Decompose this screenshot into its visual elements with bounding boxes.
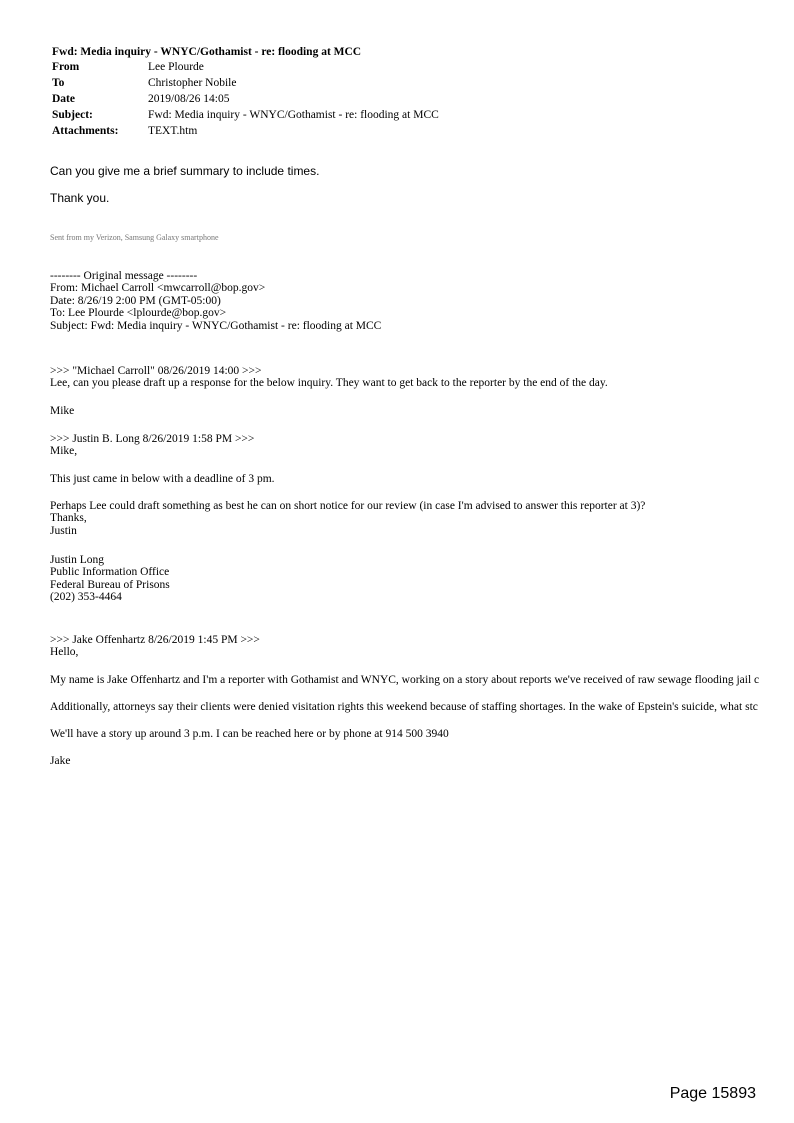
header-value: 2019/08/26 14:05 (148, 93, 230, 105)
header-row-from (52, 60, 439, 76)
header-value: Lee Plourde (148, 61, 204, 73)
sender-name: Justin (50, 524, 77, 537)
jake-paragraph-2: Additionally, attorneys say their clients were denied visitation rights this weekend because of staffing shortages. In the wake of Epstein's suicide, what stc (50, 701, 758, 713)
long-message-body (50, 500, 645, 537)
original-subject: Subject: Fwd: Media inquiry - WNYC/Gothamist - re: flooding at MCC (50, 319, 382, 332)
jake-paragraph-1: My name is Jake Offenhartz and I'm a reporter with Gothamist and WNYC, working on a story about reports we've received of raw sewage flooding jail c (50, 674, 760, 686)
body-thanks-line: Thank you. (50, 191, 110, 205)
header-value: Christopher Nobile (148, 77, 237, 89)
email-title: Fwd: Media inquiry - WNYC/Gothamist - re: flooding at MCC (52, 46, 362, 58)
email-header-table (52, 60, 439, 140)
header-label: Date (52, 93, 75, 105)
long-deadline-line: This just came in below with a deadline of 3 pm. (50, 473, 275, 485)
quote-header: >>> Justin B. Long 8/26/2019 1:58 PM >>> (50, 433, 255, 445)
carroll-signoff: Mike (50, 405, 75, 417)
header-row-attachments (52, 124, 439, 140)
original-date: Date: 8/26/19 2:00 PM (GMT-05:00) (50, 294, 221, 307)
closing: Thanks, (50, 512, 87, 525)
greeting: Mike, (50, 445, 78, 458)
attachment-link[interactable]: TEXT.htm (148, 125, 198, 137)
long-message-header (50, 433, 254, 458)
header-label: Subject: (52, 109, 93, 121)
original-to: To: Lee Plourde <lplourde@bop.gov> (50, 307, 227, 320)
header-row-to (52, 76, 439, 92)
original-message-divider: -------- Original message -------- (50, 270, 198, 282)
carroll-message (50, 365, 608, 390)
jake-message-header (50, 634, 260, 659)
header-row-date (52, 92, 439, 108)
header-label: Attachments: (52, 125, 119, 137)
jake-signoff: Jake (50, 755, 71, 767)
signature-name: Justin Long (50, 554, 104, 566)
header-value: Fwd: Media inquiry - WNYC/Gothamist - re: flooding at MCC (148, 109, 439, 121)
long-signature-block (50, 554, 170, 604)
body-request-line: Can you give me a brief summary to include times. (50, 164, 320, 178)
message-text: Lee, can you please draft up a response for the below inquiry. They want to get back to the reporter by the end of the day. (50, 377, 608, 390)
quote-header: >>> "Michael Carroll" 08/26/2019 14:00 >>> (50, 365, 262, 377)
signature-phone: (202) 353-4464 (50, 591, 122, 604)
message-text: Perhaps Lee could draft something as best he can on short notice for our review (in case I'm advised to answer this reporter at 3)? (50, 500, 646, 512)
original-from: From: Michael Carroll <mwcarroll@bop.gov> (50, 282, 266, 295)
signature-office: Public Information Office (50, 566, 170, 579)
greeting: Hello, (50, 646, 79, 659)
quote-header: >>> Jake Offenhartz 8/26/2019 1:45 PM >>> (50, 634, 260, 646)
page-number: Page 15893 (669, 1085, 756, 1102)
original-message-block (50, 270, 381, 332)
mobile-signature: Sent from my Verizon, Samsung Galaxy smartphone (50, 233, 219, 242)
header-label: From (52, 61, 80, 73)
header-label: To (52, 77, 65, 89)
header-row-subject (52, 108, 439, 124)
jake-paragraph-3: We'll have a story up around 3 p.m. I can be reached here or by phone at 914 500 3940 (50, 728, 449, 740)
signature-agency: Federal Bureau of Prisons (50, 578, 170, 591)
